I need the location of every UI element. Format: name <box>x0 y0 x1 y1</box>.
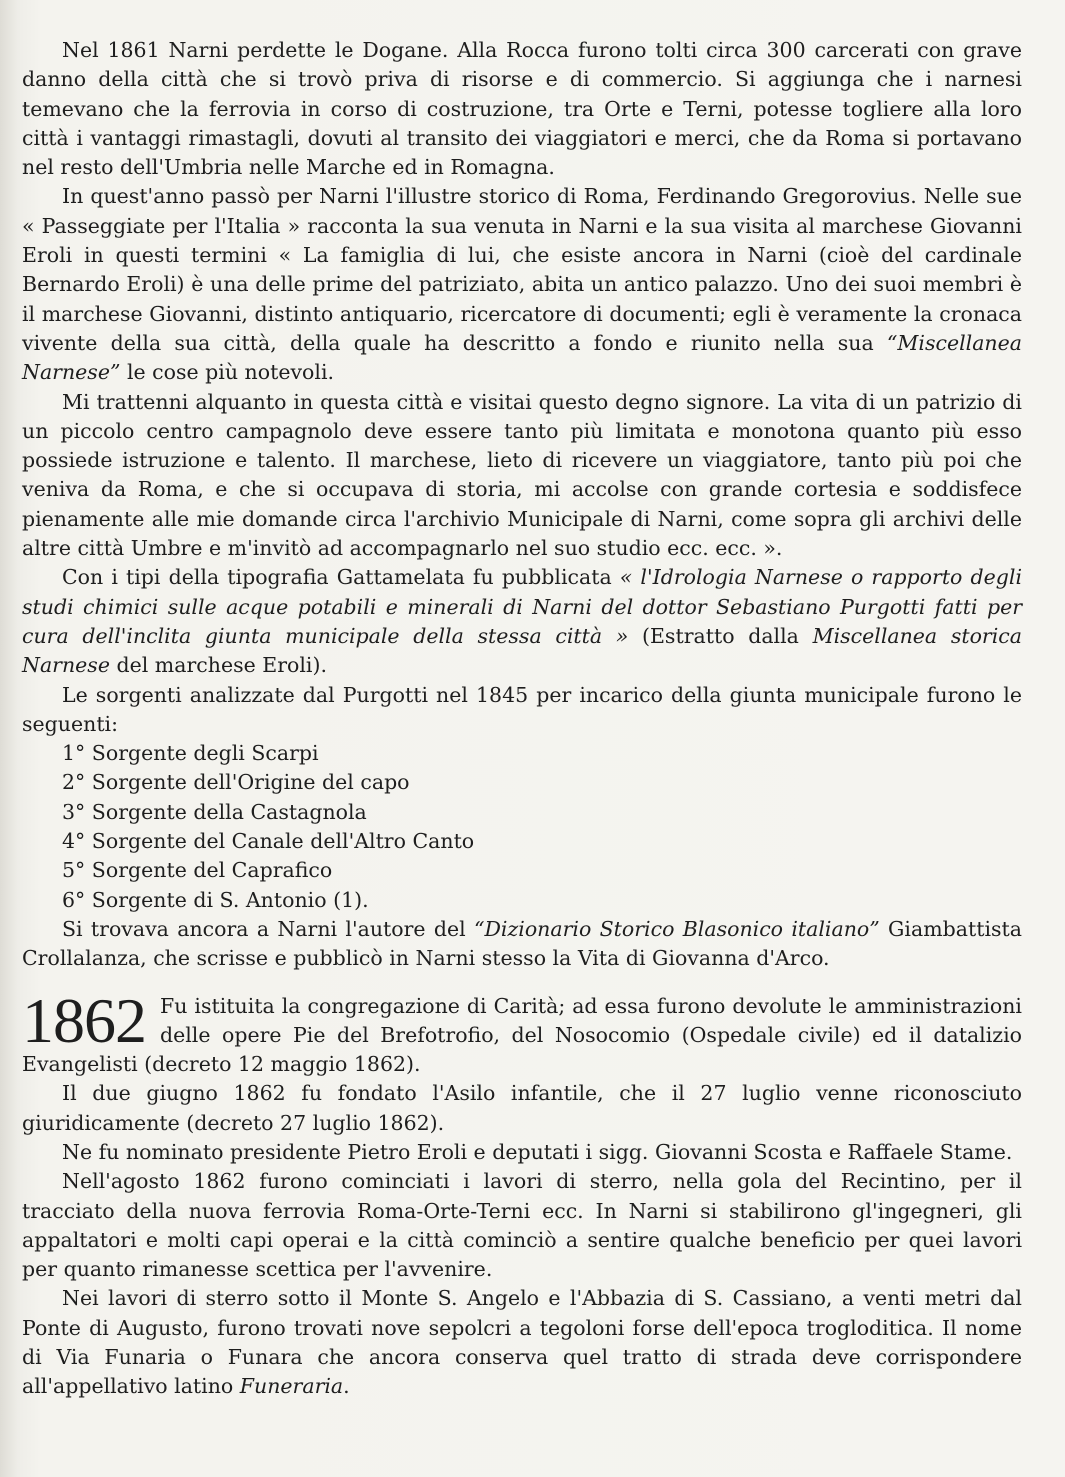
miscellanea-storica-title: Miscellanea storica Narnese <box>22 623 1022 678</box>
sepolcri-text-b: . <box>343 1374 350 1399</box>
funeraria-word: Funeraria <box>239 1374 344 1399</box>
list-item: 4° Sorgente del Canale dell'Altro Canto <box>62 829 475 854</box>
list-item: 1° Sorgente degli Scarpi <box>62 741 319 766</box>
paragraph-asilo: Il due giugno 1862 fu fondato l'Asilo infantile, che il 27 luglio venne riconosciuto giuridicamente (decreto 27 luglio 1862). <box>22 1081 1022 1135</box>
idrologia-title: « l'Idrologia Narnese o rapporto degli studi chimici sulle acque potabili e minerali di Narni del dottor Sebastiano Purgotti fatti per cura dell'inclita giunta municipale della stessa città » <box>22 565 1022 648</box>
paragraph-congregazione: Fu istituita la congregazione di Carità; ad essa furono devolute le amministrazioni delle opere Pie del Brefotrofio, del Nosocomio (Ospedale civile) ed il datalizio Evangelisti (decreto 12 maggio 1862). <box>22 993 1022 1077</box>
list-item: 6° Sorgente di S. Antonio (1). <box>62 887 369 912</box>
paragraph-gregorovius <box>22 182 1022 387</box>
dizionario-title: “Dizionario Storico Blasonico italiano” <box>474 916 880 941</box>
gregorovius-text: In quest'anno passò per Narni l'illustre storico di Roma, Ferdinando Gregorovius. Nelle sue « Passeggiate per l'Italia » racconta la sua venuta in Narni e la sua visita al marchese Giovanni Eroli in questi termini « La famiglia di lui, che esiste ancora in Narni (cioè del cardinale Bernardo Eroli) è una delle prime del patriziato, abita un antico palazzo. Uno dei suoi membri è il marchese Giovanni, distinto antiquario, ricercatore di documenti; egli è veramente la cronaca vivente della sua città, della quale ha descritto a fondo e riunito nella sua <box>22 184 1022 355</box>
list-item: 2° Sorgente dell'Origine del capo <box>62 770 410 795</box>
page-text <box>22 36 1022 1402</box>
year-heading: 1862 <box>22 984 146 1056</box>
list-item: 5° Sorgente del Caprafico <box>62 858 333 883</box>
paragraph-crollalanza <box>22 915 1022 974</box>
miscellanea-title: “Miscellanea Narnese” <box>22 330 1022 385</box>
paragraph-ferrovia: Nell'agosto 1862 furono cominciati i lavori di sterro, nella gola del Recintino, per il tracciato della nuova ferrovia Roma-Orte-Terni ecc. In Narni si stabilirono gl'ingegneri, gli appaltatori e molti capi operai e la città cominciò a sentire qualche beneficio per quei lavori per quanto rimanesse scettica per l'avvenire. <box>22 1169 1022 1282</box>
paragraph-visit: Mi trattenni alquanto in questa città e visitai questo degno signore. La vita di un patrizio di un piccolo centro campagnolo deve essere tanto più limitata e monotona quanto più esso possiede istruzione e talento. Il marchese, lieto di ricevere un viaggiatore, tanto più poi che veniva da Roma, e che si occupava di storia, mi accolse con grande cortesia e soddisfece pienamente alle mie domande circa l'archivio Municipale di Narni, come sopra gli archivi delle altre città Umbre e m'invitò ad accompagnarlo nel suo studio ecc. ecc. ». <box>22 389 1022 561</box>
idrologia-text-b: (Estratto dalla <box>628 623 813 648</box>
paragraph-sepolcri <box>22 1284 1022 1401</box>
idrologia-text-a: Con i tipi della tipografia Gattamelata fu pubblicata <box>62 565 620 590</box>
idrologia-text-c: del marchese Eroli). <box>109 653 327 678</box>
paragraph-sorgenti: Le sorgenti analizzate dal Purgotti nel 1845 per incarico della giunta municipale furono le seguenti: <box>22 682 1022 736</box>
list-item: 3° Sorgente della Castagnola <box>62 799 367 824</box>
gregorovius-tail: le cose più notevoli. <box>120 360 335 385</box>
crollalanza-text-a: Si trovava ancora a Narni l'autore del <box>62 916 474 941</box>
paragraph-presidente: Ne fu nominato presidente Pietro Eroli e deputati i sigg. Giovanni Scosta e Raffaele Stame. <box>62 1139 1013 1164</box>
paragraph-idrologia <box>22 563 1022 680</box>
crollalanza-text-b: Giambattista Crollalanza, che scrisse e pubblicò in Narni stesso la Vita di Giovanna d'Arco. <box>22 916 1023 971</box>
sepolcri-text-a: Nei lavori di sterro sotto il Monte S. Angelo e l'Abbazia di S. Cassiano, a venti metri dal Ponte di Augusto, furono trovati nove sepolcri a tegoloni forse dell'epoca trogloditica. Il nome di Via Funaria o Funara che ancora conserva quel tratto di strada deve corrispondere all'appellativo latino <box>22 1286 1022 1399</box>
springs-list <box>22 739 1022 915</box>
paragraph-dogane: Nel 1861 Narni perdette le Dogane. Alla Rocca furono tolti circa 300 carcerati con grave danno della città che si trovò priva di risorse e di commercio. Si aggiunga che i narnesi temevano che la ferrovia in corso di costruzione, tra Orte e Terni, potesse togliere alla loro città i vantaggi rimastagli, dovuti al transito dei viaggiatori e merci, che da Roma si portavano nel resto dell'Umbria nelle Marche ed in Romagna. <box>22 38 1022 180</box>
section-1862 <box>22 984 1022 1402</box>
